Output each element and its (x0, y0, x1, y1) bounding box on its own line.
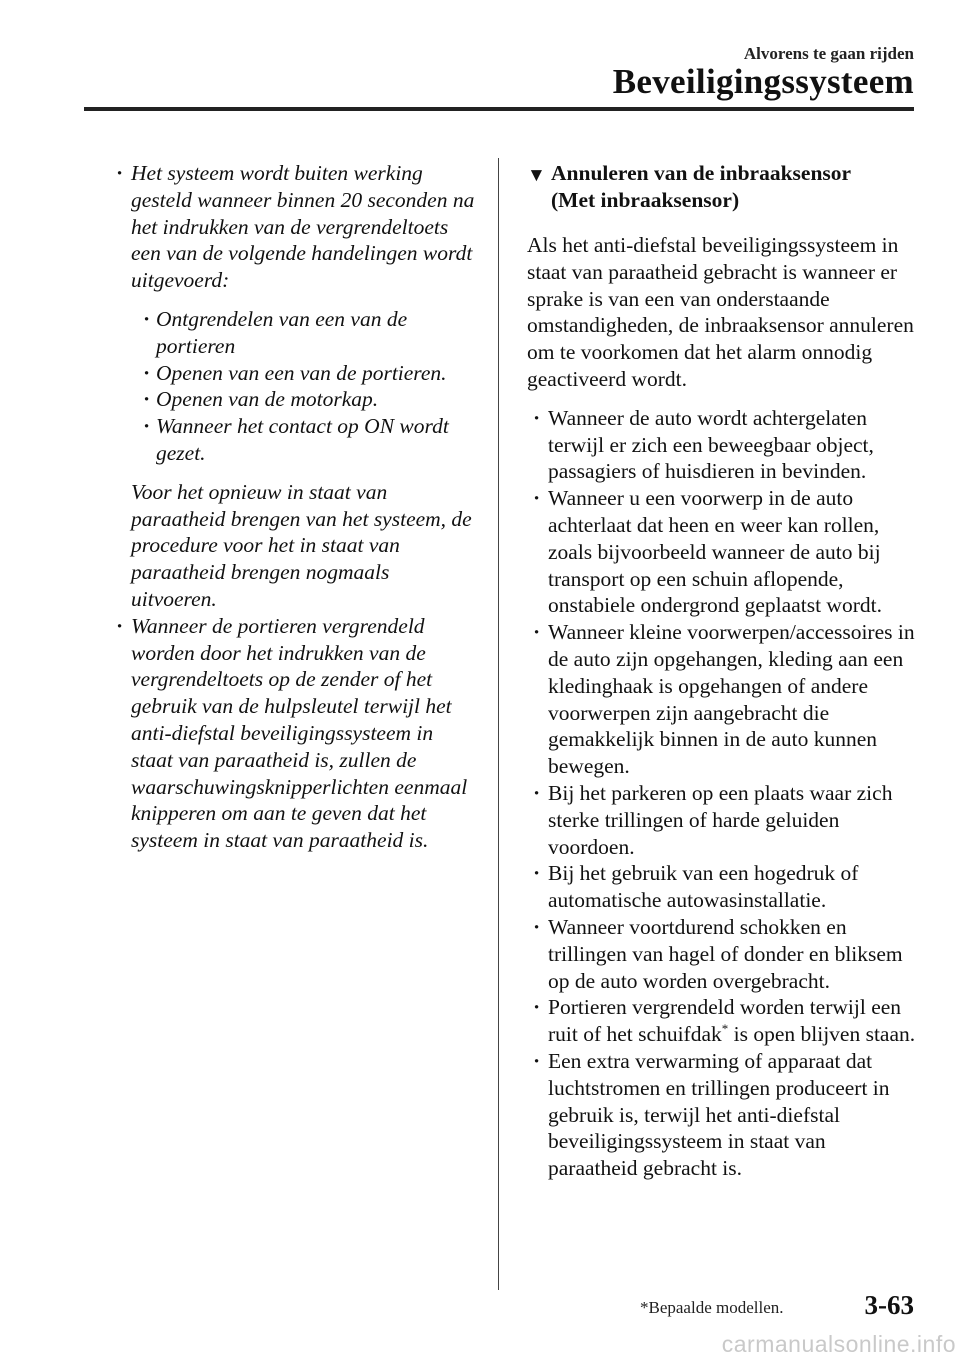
sub-item: · Wanneer het contact op ON wordt gezet. (131, 413, 480, 467)
chapter-title: Alvorens te gaan rijden (743, 44, 914, 63)
triangle-marker-icon: ▼ (527, 165, 546, 186)
list-item: · Wanneer u een voorwerp in de auto achterlaat dat heen en weer kan rollen, zoals bijvoorbeeld wanneer de auto bij transport op een schuin aflopende, onstabiele ondergrond geplaatst wordt. (527, 485, 919, 619)
list-item: · Wanneer kleine voorwerpen/accessoires in de auto zijn opgehangen, kleding aan een kledinghaak is opgehangen of andere voorwerpen zijn aangebracht die gemakkelijk binnen in de auto kunnen bewegen. (527, 619, 919, 780)
list-item: · Wanneer de auto wordt achtergelaten terwijl er zich een beweegbaar object, passagiers of huisdieren in bevinden. (527, 405, 919, 485)
sub-list (131, 306, 480, 467)
rearm-paragraph: Voor het opnieuw in staat van paraatheid brengen van het systeem, de procedure voor het in staat van paraatheid brengen nogmaals uitvoeren. (131, 479, 472, 611)
bullet-text: Wanneer de portieren vergrendeld worden door het indrukken van de vergrendeltoets op de zender of het gebruik van de hulpsleutel terwijl het anti-diefstal beveiligingssysteem in staat van paraatheid is, zullen de waarschuwingsknipperlichten eenmaal knipperen om aan te geven dat het systeem in staat van paraatheid is. (131, 613, 468, 853)
subsection-heading (527, 160, 919, 214)
watermark: carmanualsonline.info (721, 1331, 956, 1357)
section-title: Beveiligingssysteem (612, 62, 914, 101)
intro-paragraph: Als het anti-diefstal beveiligingssysteem in staat van paraatheid gebracht is wanneer er sprake is van een van onderstaande omstandigheden, de inbraaksensor annuleren om te voorkomen dat het alarm onnodig geactiveerd wordt. (527, 233, 914, 391)
list-item (110, 160, 480, 613)
footnote: *Bepaalde modellen. (640, 1298, 784, 1317)
column-divider (498, 158, 499, 1290)
bullet-text: Het systeem wordt buiten werking gesteld wanneer binnen 20 seconden na het indrukken van de vergrendeltoets een van de volgende handelingen wordt uitgevoerd: (131, 161, 475, 293)
heading-line: (Met inbraaksensor) (551, 188, 740, 212)
list-item: · Bij het gebruik van een hogedruk of automatische autowasinstallatie. (527, 860, 919, 914)
sub-item: · Openen van de motorkap. (131, 386, 480, 413)
header-rule (84, 107, 914, 111)
right-bullet-list (527, 405, 919, 1182)
page-header (0, 0, 960, 120)
list-item (527, 994, 919, 1048)
sub-item: · Openen van een van de portieren. (131, 360, 480, 387)
sub-item: · Ontgrendelen van een van de portieren (131, 306, 480, 360)
page-number: 3-63 (864, 1290, 914, 1320)
list-item: · Een extra verwarming of apparaat dat luchtstromen en trillingen produceert in gebruik is, terwijl het anti-diefstal beveiligingssysteem in staat van paraatheid gebracht is. (527, 1048, 919, 1182)
left-bullet-list (110, 160, 480, 854)
item-text: Portieren vergrendeld worden terwijl een ruit of het schuifdak (548, 995, 902, 1047)
heading-line: Annuleren van de inbraaksensor (551, 161, 852, 185)
list-item (110, 613, 480, 854)
footnote-marker: * (721, 1020, 729, 1036)
item-text: is open blijven staan. (728, 1022, 916, 1047)
right-column (527, 160, 919, 1182)
list-item: · Bij het parkeren op een plaats waar zich sterke trillingen of harde geluiden voordoen. (527, 780, 919, 860)
list-item: · Wanneer voortdurend schokken en trillingen van hagel of donder en bliksem op de auto worden overgebracht. (527, 914, 919, 994)
left-column (110, 160, 480, 854)
